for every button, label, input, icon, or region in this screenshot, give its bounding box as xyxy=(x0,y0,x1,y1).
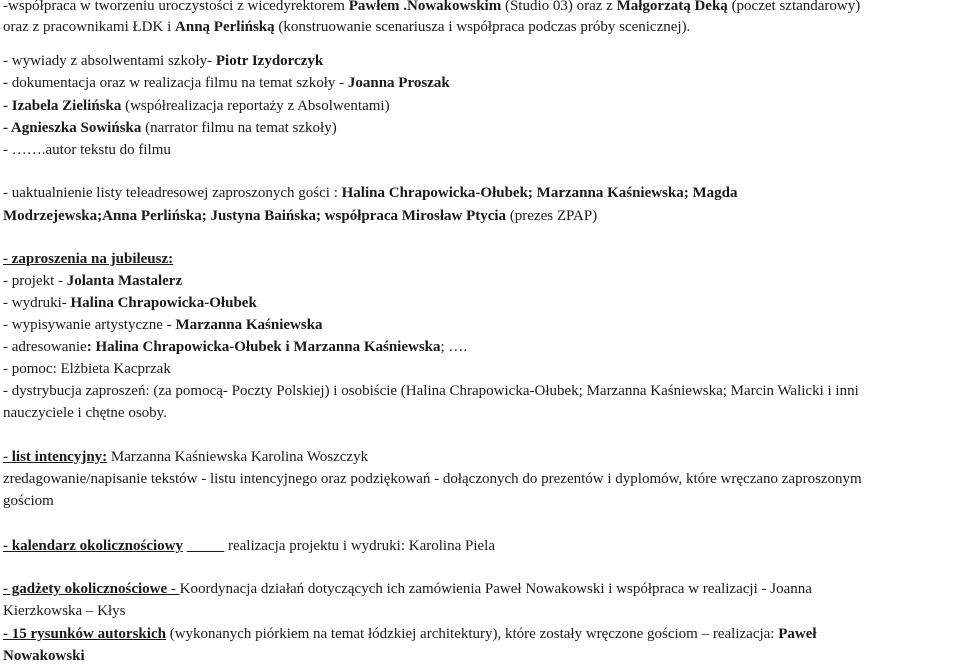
text-line xyxy=(3,207,597,225)
text-line xyxy=(3,625,817,643)
name-span: Nowakowski xyxy=(3,648,85,664)
text-span: (poczet sztandarowy) xyxy=(727,0,861,14)
text-span: - wydruki- xyxy=(3,295,71,311)
text-line xyxy=(3,338,467,356)
text-line xyxy=(3,141,171,159)
text-line xyxy=(3,404,167,422)
text-line xyxy=(3,52,323,70)
name-span: Modrzejewska;Anna Perlińska; Justyna Baińska; współpraca Mirosław Ptycia xyxy=(3,208,507,224)
text-line xyxy=(3,382,859,400)
text-line xyxy=(3,470,862,488)
text-line xyxy=(3,250,173,268)
name-span: Jolanta Mastalerz xyxy=(66,273,183,289)
text-line xyxy=(3,0,860,15)
text-span: (Studio 03) oraz z xyxy=(501,0,617,14)
text-span: - …….autor tekstu do filmu xyxy=(3,142,171,158)
name-span: Halina Chrapowicka-Ołubek xyxy=(70,295,257,311)
text-span: - pomoc: Elżbieta Kacprzak xyxy=(3,361,171,377)
underline-gap xyxy=(187,538,225,554)
text-span: (prezes ZPAP) xyxy=(506,208,598,224)
section-heading: - zaproszenia na jubileusz: xyxy=(3,251,174,267)
text-span: (współrealizacja reportaży z Absolwentami) xyxy=(121,98,390,114)
name-span: Halina Chrapowicka-Ołubek; Marzanna Kaśniewska; Magda xyxy=(341,185,738,201)
name-span: Marzanna Kaśniewska xyxy=(175,317,323,333)
name-span: Piotr Izydorczyk xyxy=(215,53,324,69)
text-span: - xyxy=(167,581,180,597)
name-span: Małgorzatą Deką xyxy=(616,0,728,14)
text-line xyxy=(3,602,125,620)
text-span: oraz z pracownikami ŁDK i xyxy=(3,19,176,35)
text-line xyxy=(3,18,690,36)
text-span: - wywiady z absolwentami szkoły- xyxy=(3,53,216,69)
text-span: gościom xyxy=(3,493,54,509)
name-span: Joanna Proszak xyxy=(347,75,450,91)
text-span: - wypisywanie artystyczne - xyxy=(3,317,176,333)
text-line xyxy=(3,448,368,466)
text-line xyxy=(3,647,85,665)
name-span: Pawłem .Nowakowskim xyxy=(348,0,502,14)
text-line: - dokumentacja oraz w realizacja filmu na temat szkoły - Joanna Proszak xyxy=(3,75,450,91)
text-span: (narrator filmu na temat szkoły) xyxy=(141,120,337,136)
text-line xyxy=(3,316,323,334)
section-heading: - gadżety okolicznościowe xyxy=(3,581,168,597)
text-line xyxy=(3,360,171,378)
text-line xyxy=(3,184,738,202)
text-line xyxy=(3,97,390,115)
text-line xyxy=(3,492,54,510)
name-span: Paweł xyxy=(778,626,817,642)
name-span: Anną Perlińską xyxy=(175,19,275,35)
text-span: zredagowanie/napisanie tekstów - listu intencyjnego oraz podziękowań - dołączonych do prezentów i dyplomów, które wręczano zaproszonym xyxy=(3,471,862,487)
text-line xyxy=(3,537,495,555)
text-span: - uaktualnienie listy teleadresowej zaproszonych gości : xyxy=(3,185,342,201)
text-line xyxy=(3,119,337,137)
name-span: - Agnieszka Sowińska xyxy=(3,120,142,136)
text-span: - dystrybucja zaproszeń: (za pomocą- Poczty Polskiej) i osobiście (Halina Chrapowicka-Ołubek; Marzanna Kaśniewska; Marcin Walicki i inni xyxy=(3,383,859,399)
text-span: - adresowanie xyxy=(3,339,87,355)
name-span: - Izabela Zielińska xyxy=(3,98,122,114)
text-span: Kierzkowska – Kłys xyxy=(3,603,126,619)
name-span: : Halina Chrapowicka-Ołubek i Marzanna Kaśniewska xyxy=(86,339,441,355)
text-span: (konstruowanie scenariusza i współpraca podczas próby scenicznej). xyxy=(274,19,691,35)
text-span: -współpraca w tworzeniu uroczystości z wicedyrektorem xyxy=(3,0,349,14)
section-heading: - kalendarz okolicznościowy xyxy=(3,538,183,554)
text-span: ; …. xyxy=(440,339,468,355)
text-span: Marzanna Kaśniewska Karolina Woszczyk xyxy=(107,449,369,465)
section-heading: - list intencyjny: xyxy=(3,449,108,465)
text-span: realizacja projektu i wydruki: Karolina Piela xyxy=(224,538,495,554)
section-heading: - 15 rysunków autorskich xyxy=(3,626,166,642)
text-span: (wykonanych piórkiem na temat łódzkiej architektury), które zostały wręczone gościom – realizacja: xyxy=(165,626,779,642)
text-line xyxy=(3,272,182,290)
text-span: Koordynacja działań dotyczących ich zamówienia Paweł Nowakowski i współpraca w realizacji - Joanna xyxy=(179,581,812,597)
text-line xyxy=(3,294,257,312)
text-line xyxy=(3,580,812,598)
text-span: - projekt - xyxy=(3,273,67,289)
text-span: nauczyciele i chętne osoby. xyxy=(3,405,167,421)
text-span: dokumentacja oraz w realizacja filmu na temat szkoły - xyxy=(8,75,348,91)
